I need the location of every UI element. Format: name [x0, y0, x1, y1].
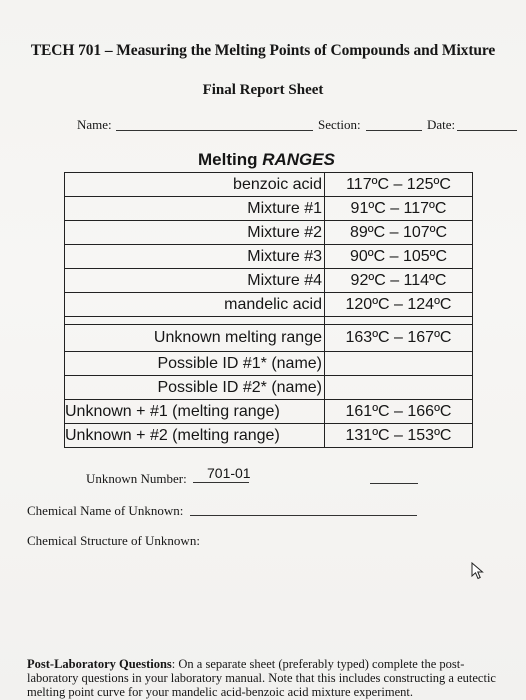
row-label: Unknown melting range	[65, 325, 325, 352]
row-label: Mixture #2	[65, 221, 325, 245]
row-value[interactable]: 161ºC – 166ºC	[325, 400, 473, 424]
row-label: Possible ID #2* (name)	[65, 376, 325, 400]
melting-ranges-table	[64, 172, 473, 448]
date-field[interactable]	[457, 118, 517, 131]
row-value[interactable]: 120ºC – 124ºC	[325, 293, 473, 317]
row-label: mandelic acid	[65, 293, 325, 317]
document-subtitle: Final Report Sheet	[202, 82, 324, 98]
row-value[interactable]: 91ºC – 117ºC	[325, 197, 473, 221]
row-label: benzoic acid	[65, 173, 325, 197]
row-value[interactable]: 92ºC – 114ºC	[325, 269, 473, 293]
table-spacer-row	[65, 317, 473, 325]
row-value[interactable]: 89ºC – 107ºC	[325, 221, 473, 245]
table-row	[65, 245, 473, 269]
name-label: Name:	[77, 117, 112, 132]
chemical-name-field[interactable]	[190, 503, 417, 516]
table-row	[65, 221, 473, 245]
row-value[interactable]: 131ºC – 153ºC	[325, 424, 473, 448]
ranges-heading-italic: RANGES	[262, 150, 335, 169]
table-row	[65, 352, 473, 376]
section-label: Section:	[318, 117, 361, 132]
spacer-cell	[65, 317, 325, 325]
unknown-number-label: Unknown Number:	[86, 471, 187, 486]
post-lab-heading: Post-Laboratory Questions	[27, 657, 172, 671]
row-value[interactable]: 117ºC – 125ºC	[325, 173, 473, 197]
table-row	[65, 400, 473, 424]
row-label: Mixture #3	[65, 245, 325, 269]
ranges-table-heading	[198, 150, 335, 170]
table-row	[65, 173, 473, 197]
table-row	[65, 376, 473, 400]
document-title: TECH 701 – Measuring the Melting Points of Compounds and Mixture	[30, 42, 496, 59]
row-value[interactable]	[325, 352, 473, 376]
date-label: Date:	[427, 117, 456, 132]
row-value[interactable]	[325, 376, 473, 400]
row-label: Possible ID #1* (name)	[65, 352, 325, 376]
chemical-structure-area[interactable]	[27, 552, 497, 644]
section-field[interactable]	[366, 118, 422, 131]
row-label: Mixture #4	[65, 269, 325, 293]
row-label: Mixture #1	[65, 197, 325, 221]
table-row	[65, 325, 473, 352]
row-value[interactable]: 90ºC – 105ºC	[325, 245, 473, 269]
post-lab-paragraph	[27, 657, 505, 699]
chemical-name-label: Chemical Name of Unknown:	[27, 503, 184, 518]
table-row	[65, 293, 473, 317]
unknown-number-value: 701-01	[207, 465, 251, 481]
ranges-heading-bold: Melting	[198, 150, 263, 169]
table-row	[65, 424, 473, 448]
name-field[interactable]	[116, 118, 313, 131]
table-row	[65, 269, 473, 293]
mouse-cursor-icon	[470, 562, 486, 580]
extra-underline	[370, 483, 418, 484]
table-row	[65, 197, 473, 221]
row-value[interactable]: 163ºC – 167ºC	[325, 325, 473, 352]
chemical-structure-label: Chemical Structure of Unknown:	[27, 533, 200, 548]
row-label: Unknown + #1 (melting range)	[65, 400, 325, 424]
row-label: Unknown + #2 (melting range)	[65, 424, 325, 448]
post-lab-text: : On a separate sheet (preferably typed) complete the post-laboratory questions in your laboratory manual. Note that this includes constructing a eutectic melting point curve for your mandelic acid-benzoic acid mixture experiment.	[27, 657, 496, 699]
spacer-cell	[325, 317, 473, 325]
